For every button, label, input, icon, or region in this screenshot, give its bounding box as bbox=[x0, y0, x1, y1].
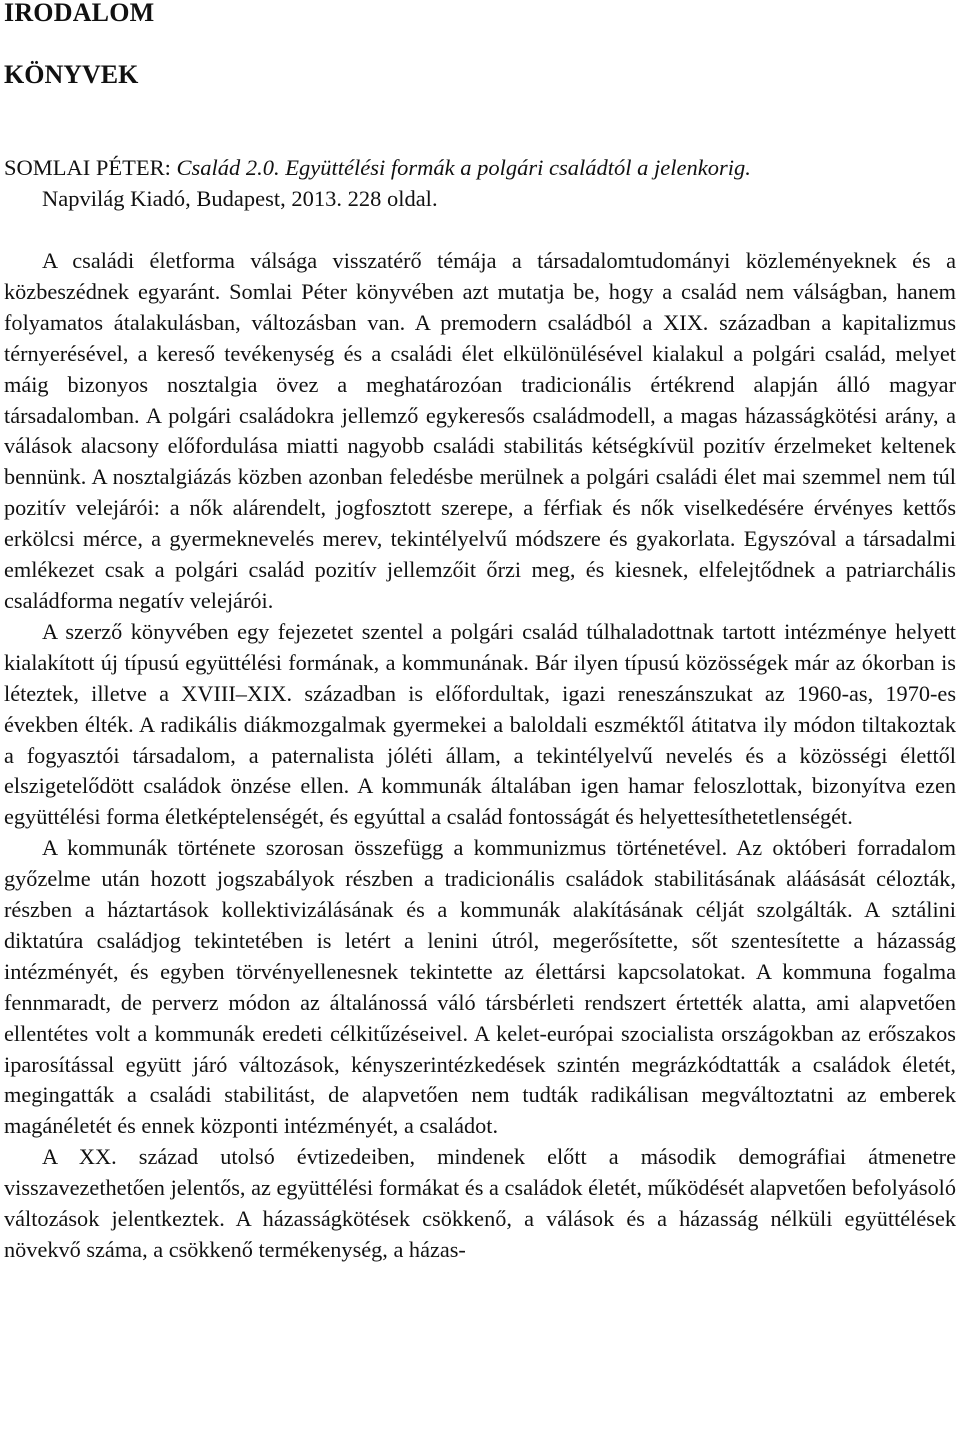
paragraph-3: A kommunák története szorosan összefügg a kommunizmus történetével. Az októberi forradalom győzelme után hozott jogszabályok részben a tradicionális családok stabilitásának aláásását célozták, részben a háztartások kollektivizálásának és a kommunák alakításának célját szolgálták. A sztálini diktatúra családjog tekintetében is letért a lenini útról, megerősítette, sőt szentesítette a házasság intézményét, és egyben törvényellenesnek tekintette az élettársi kapcsolatokat. A kommuna fogalma fennmaradt, de perverz módon az általánossá váló társbérleti rendszert értették alatta, ami alapvetően ellentétes volt a kommunák eredeti célkitűzéseivel. A kelet-európai szocialista országokban az erőszakos iparosítással együtt járó változások, kényszerintézkedések szintén megrázkódtatták a családok életét, megingatták a családi stabilitást, de alapvetően nem tudták radikálisan megváltoztatni az emberek magánéletét és ennek központi intézményét, a családot. bbox=[4, 835, 956, 1139]
paragraph-2: A szerző könyvében egy fejezetet szentel a polgári család túlhaladottnak tartott intézménye helyett kialakított új típusú együttélési formának, a kommunának. Bár ilyen típusú közösségek már az ókorban is léteztek, illetve a XVIII–XIX. században is előfordultak, igazi reneszánszukat az 1960-as, 1970-es években élték. A radikális diákmozgalmak gyermekei a baloldali eszméktől átitatva ily módon tiltakoztak a fogyasztói társadalom, a paternalista jóléti állam, a tekintélyelvű nevelés és a közösségi élettől elszigetelődött családok önzése ellen. A kommunák általában igen hamar feloszlottak, bizonyítva ezen együttélési forma életképtelenségét, és egyúttal a család fontosságát és helyettesíthetetlenségét. bbox=[4, 618, 956, 830]
paragraph-4: A XX. század utolsó évtizedeiben, mindenek előtt a második demográfiai átmenetre visszavezethetően jelentős, az együttélési formákat és a családok életét, működését alapvetően befolyásoló változások jelentkeztek. A házasságkötések csökkenő, a válások és a házasság nélküli együttélések növekvő száma, a csökkenő termékenység, a házas- bbox=[4, 1144, 956, 1262]
section-title: IRODALOM bbox=[4, 0, 155, 27]
subsection-title: KÖNYVEK bbox=[4, 60, 139, 89]
book-citation bbox=[4, 152, 956, 214]
citation-title: Család 2.0. Együttélési formák a polgári családtól a jelenkorig. bbox=[176, 155, 751, 180]
citation-author: SOMLAI PÉTER: bbox=[4, 155, 171, 180]
paragraph-1: A családi életforma válsága visszatérő témája a társadalomtudományi közleményeknek és a közbeszédnek egyaránt. Somlai Péter könyvében azt mutatja be, hogy a család nem válságban, hanem folyamatos átalakulásban, változásban van. A premodern családból a XIX. században a kapitalizmus térnyerésével, a kereső tevékenység és a családi élet elkülönülésével kialakul a polgári család, melyet máig bizonyos nosztalgia övez a meghatározóan tradicionális értékrend alapján álló magyar társadalomban. A polgári családokra jellemző egykeresős családmodell, a magas házasságkötési arány, a válások alacsony előfordulása miatti nagyobb családi stabilitás kétségkívül pozitív érzelmeket keltenek bennünk. A nosztalgiázás közben azonban feledésbe merülnek a polgári családi élet mai szemmel nem túl pozitív velejárói: a nők alárendelt, jogfosztott szerepe, a férfiak és nők viselkedésére érvényes kettős erkölcsi mérce, a gyermeknevelés merev, tekintélyelvű módszere és gyakorlata. Egyszóval a társadalmi emlékezet csak a polgári család pozitív jellemzőit őrzi meg, és kiesnek, elfelejtődnek a patriarchális családforma negatív velejárói. bbox=[4, 248, 956, 613]
review-body bbox=[4, 246, 956, 1266]
citation-publisher: Napvilág Kiadó, Budapest, 2013. 228 oldal. bbox=[42, 186, 438, 211]
